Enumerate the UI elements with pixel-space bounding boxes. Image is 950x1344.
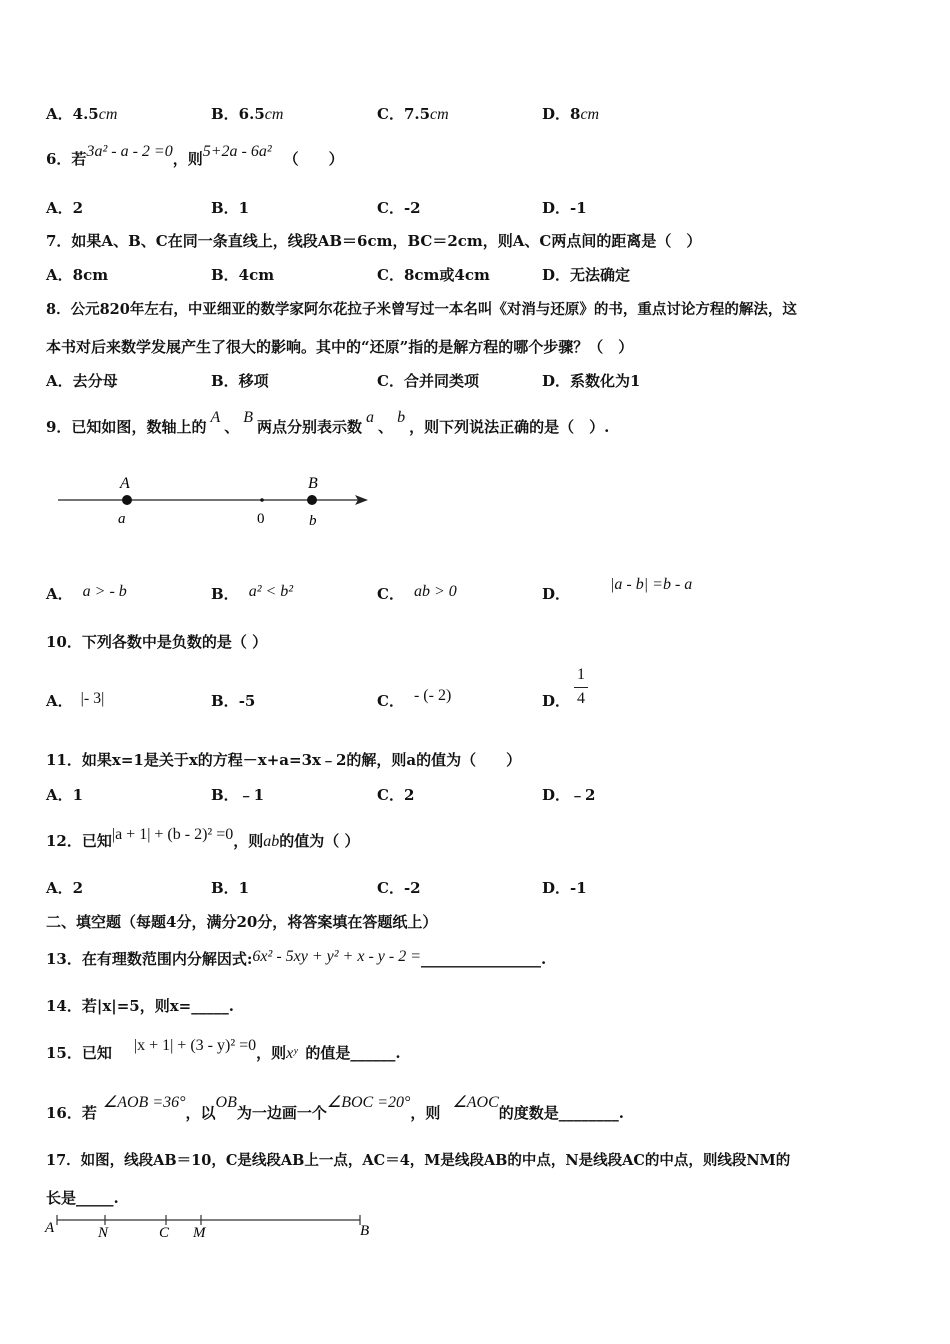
q9-stem: 9．已知如图，数轴上的A、B两点分别表示数a、b，则下列说法正确的是（ ）. bbox=[46, 409, 610, 436]
q11-option-b: B．﹣1 bbox=[211, 786, 265, 804]
q12-option-c: C．-2 bbox=[377, 879, 421, 897]
q11-option-d: D．﹣2 bbox=[542, 786, 596, 804]
q11-option-a: A．1 bbox=[46, 786, 84, 804]
label-N: N bbox=[98, 1225, 109, 1241]
q10-d-denominator: 4 bbox=[577, 690, 585, 707]
label-A: A bbox=[120, 475, 130, 492]
q5-option-b: B．6.5cm bbox=[211, 105, 284, 123]
q10-option-c: C． - (- 2) bbox=[377, 687, 452, 710]
q11-stem: 11．如果x=1是关于x的方程－x+a=3x﹣2的解，则a的值为（ ） bbox=[46, 751, 522, 769]
label-B: B bbox=[360, 1223, 370, 1239]
label-M: M bbox=[193, 1225, 206, 1241]
q10-d-fraction-bar bbox=[574, 687, 588, 688]
q17-segment-figure bbox=[40, 1210, 385, 1245]
q5-option-d: D．8cm bbox=[542, 105, 600, 123]
q17-stem-line1: 17．如图，线段AB＝10，C是线段AB上一点，AC＝4，M是线段AB的中点，N是线段AC的中点，则线段NM的 bbox=[46, 1152, 791, 1169]
label-A: A bbox=[45, 1220, 55, 1236]
q6-stem: 6．若3a² - a - 2 =0，则5+2a - 6a² （ ） bbox=[46, 143, 344, 168]
q14-stem: 14．若|x|=5，则x=_____. bbox=[46, 997, 234, 1015]
q7-stem: 7．如果A、B、C在同一条直线上，线段AB＝6cm，BC＝2cm，则A、C两点间的距离是（ ） bbox=[46, 232, 702, 250]
point-a-dot bbox=[122, 495, 132, 505]
label-b: b bbox=[309, 513, 317, 529]
origin-tick bbox=[260, 498, 264, 502]
q9-option-d: D．|a - b| =b - a bbox=[542, 576, 693, 603]
q7-option-c: C．8cm或4cm bbox=[377, 266, 490, 284]
q8-option-c: C．合并同类项 bbox=[377, 372, 479, 390]
q12-stem: 12．已知|a + 1| + (b - 2)² =0，则ab的值为（ ） bbox=[46, 826, 360, 850]
q12-option-a: A．2 bbox=[46, 879, 84, 897]
q10-stem: 10．下列各数中是负数的是（ ） bbox=[46, 633, 268, 651]
q8-option-d: D．系数化为1 bbox=[542, 372, 641, 390]
q10-option-a: A． |- 3| bbox=[46, 690, 105, 710]
label-B: B bbox=[308, 475, 318, 492]
q10-d-numerator: 1 bbox=[577, 666, 585, 683]
point-b-dot bbox=[307, 495, 317, 505]
q5-option-c: C．7.5cm bbox=[377, 105, 449, 123]
q7-option-d: D．无法确定 bbox=[542, 266, 631, 284]
q8-stem-line2: 本书对后来数学发展产生了很大的影响。其中的“还原”指的是解方程的哪个步骤？（ ） bbox=[46, 338, 634, 356]
label-a: a bbox=[118, 511, 126, 527]
q6-option-c: C．-2 bbox=[377, 199, 421, 217]
q6-option-b: B．1 bbox=[211, 199, 250, 217]
q8-stem-line1: 8．公元820年左右，中亚细亚的数学家阿尔花拉子米曾写过一本名叫《对消与还原》的书，重点讨论方程的解法，这 bbox=[46, 301, 797, 318]
q9-option-b: B． a² < b² bbox=[211, 583, 294, 603]
q12-option-b: B．1 bbox=[211, 879, 250, 897]
label-C: C bbox=[159, 1225, 170, 1241]
label-0: 0 bbox=[257, 511, 265, 527]
q9-option-c: C． ab > 0 bbox=[377, 583, 457, 603]
q5-option-a: A．4.5cm bbox=[46, 105, 118, 123]
q8-option-a: A．去分母 bbox=[46, 372, 118, 390]
q16-stem: 16．若∠AOB =36°，以OB为一边画一个∠BOC =20°，则∠AOC的度数是________. bbox=[46, 1094, 625, 1122]
section-2-heading: 二、填空题（每题4分，满分20分，将答案填在答题纸上） bbox=[46, 913, 438, 931]
q12-option-d: D．-1 bbox=[542, 879, 587, 897]
q11-option-c: C．2 bbox=[377, 786, 415, 804]
q10-option-d: D． bbox=[542, 692, 571, 710]
q8-option-b: B．移项 bbox=[211, 372, 269, 390]
q10-option-b: B．-5 bbox=[211, 692, 256, 710]
q9-option-a: A． a > - b bbox=[46, 583, 127, 603]
q6-option-a: A．2 bbox=[46, 199, 84, 217]
q9-number-line-figure bbox=[50, 468, 380, 538]
q13-stem: 13．在有理数范围内分解因式:6x² - 5xy + y² + x - y - 2 =________________. bbox=[46, 948, 547, 968]
q15-stem: 15．已知 |x + 1| + (3 - y)² =0，则xʸ 的值是______. bbox=[46, 1037, 401, 1062]
q7-option-a: A．8cm bbox=[46, 266, 109, 284]
q6-option-d: D．-1 bbox=[542, 199, 587, 217]
q17-stem-line2: 长是_____. bbox=[46, 1189, 119, 1207]
q7-option-b: B．4cm bbox=[211, 266, 275, 284]
